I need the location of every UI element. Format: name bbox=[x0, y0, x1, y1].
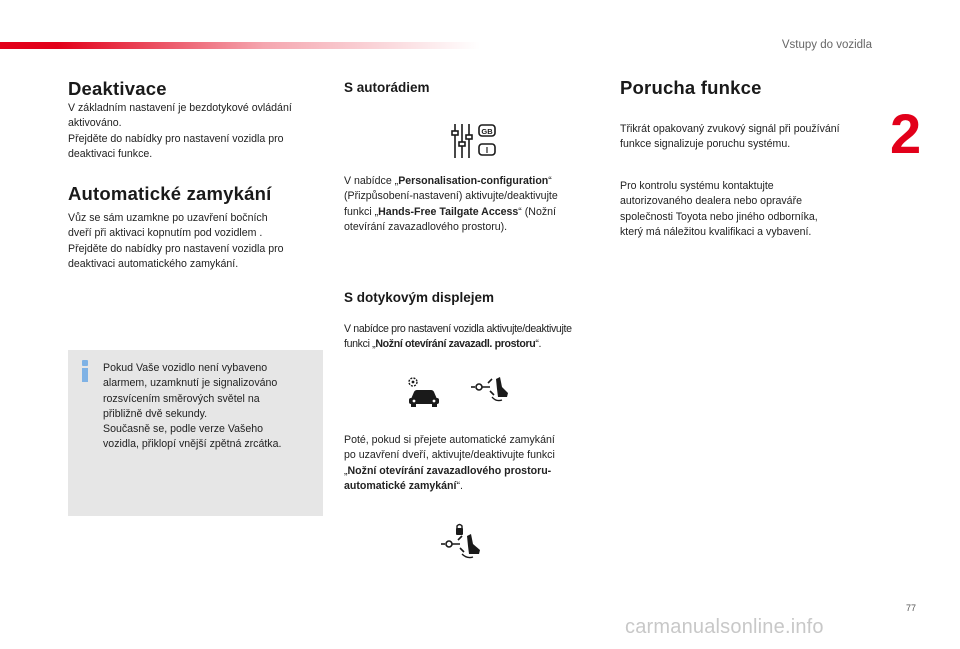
malfunction-title: Porucha funkce bbox=[620, 77, 762, 98]
autolock-text: Vůz se sám uzamkne po uzavření bočních dveří při aktivaci kopnutím pod vozidlem . Přejděte do nabídky pro nastavení vozidla pro deaktivaci automatického zamykání. bbox=[68, 212, 284, 270]
malfunction-text-2: Pro kontrolu systému kontaktujte autorizovaného dealera nebo opraváře společnosti Toyota nebo jiného odborníka, který má náležitou kvalifikaci a vybavení. bbox=[620, 180, 818, 238]
radio-title: S autorádiem bbox=[344, 80, 430, 95]
page-number: 77 bbox=[905, 603, 916, 613]
touch-after-text: Poté, pokud si přejete automatické zamykání po uzavření dveří, aktivujte/deaktivujte funkci „Nožní otevírání zavazadlového prostoru- automatické zamykání“. bbox=[344, 434, 555, 492]
info-box bbox=[68, 350, 323, 516]
deactivation-text: V základním nastavení je bezdotykové ovládání aktivováno. Přejděte do nabídky pro nastavení vozidla pro deaktivaci funkce. bbox=[68, 102, 292, 160]
car-settings-icon bbox=[406, 375, 442, 409]
autolock-title: Automatické zamykání bbox=[68, 183, 272, 204]
info-text: Pokud Vaše vozidlo není vybaveno alarmem, uzamknutí je signalizováno rozsvícením směrových světel na přibližně dvě sekundy. Současně se, podle verze Vašeho vozidla, přiklopí vnější zpětná zrcátka. bbox=[103, 362, 282, 451]
foot-tailgate-lock-icon bbox=[440, 523, 482, 559]
foot-tailgate-icon bbox=[470, 375, 510, 403]
deactivation-title: Deaktivace bbox=[68, 78, 167, 99]
chapter-number: 2 bbox=[890, 102, 922, 165]
watermark: carmanualsonline.info bbox=[625, 616, 824, 638]
svg-text:GB: GB bbox=[481, 127, 493, 136]
touch-text: V nabídce pro nastavení vozidla aktivujte/deaktivujte funkci „Nožní otevírání zavazadl. prostoru“. bbox=[344, 323, 572, 351]
section-label: Vstupy do vozidla bbox=[781, 39, 872, 51]
malfunction-text-1: Třikrát opakovaný zvukový signál při používání funkce signalizuje poruchu systému. bbox=[620, 123, 840, 151]
header-red-bar bbox=[0, 42, 480, 49]
touch-title: S dotykovým displejem bbox=[344, 290, 495, 305]
sliders-gb-icon bbox=[451, 122, 499, 160]
radio-text: V nabídce „Personalisation-configuration“ (Přizpůsobení-nastavení) aktivujte/deaktivujte funkci „Hands-Free Tailgate Access“ (Nožní otevírání zavazadlového prostoru). bbox=[344, 175, 558, 233]
info-icon bbox=[80, 360, 90, 382]
svg-text:I: I bbox=[485, 146, 489, 155]
